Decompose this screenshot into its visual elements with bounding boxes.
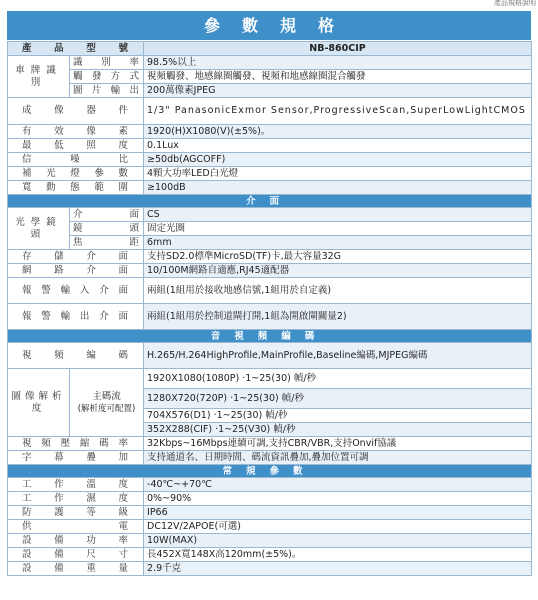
table-row	[8, 250, 532, 264]
resolution-value: 352X288(CIF) ·1~25(V30) 幀/秒	[144, 423, 532, 437]
spec-key: 最低照度	[8, 139, 144, 153]
table-row	[8, 506, 532, 520]
table-row	[8, 478, 532, 492]
resolution-value: 1920X1080(1080P) ·1~25(30) 幀/秒	[144, 369, 532, 389]
spec-key: 介面	[70, 208, 144, 222]
spec-value: 固定光圈	[144, 222, 532, 236]
spec-key: 焦距	[70, 236, 144, 250]
spec-key: 報警輸入介面	[8, 278, 144, 304]
spec-key: 工作濕度	[8, 492, 144, 506]
lens-group-label: 光學鏡頭	[8, 208, 70, 250]
spec-key: 防護等級	[8, 506, 144, 520]
spec-key: 設備尺寸	[8, 548, 144, 562]
spec-key: 成像器件	[8, 98, 144, 125]
table-row	[8, 437, 532, 451]
spec-value: 視頻觸發、地感線圈觸發、視頻和地感線圈混合觸發	[144, 70, 532, 84]
spec-value: -40℃~+70℃	[144, 478, 532, 492]
spec-key: 視頻編碼	[8, 343, 144, 369]
table-row	[8, 548, 532, 562]
table-row	[8, 520, 532, 534]
table-row	[8, 343, 532, 369]
spec-value: 0%~90%	[144, 492, 532, 506]
spec-key: 報警輸出介面	[8, 304, 144, 330]
spec-key: 視頻壓縮碼率	[8, 437, 144, 451]
spec-value: 32Kbps~16Mbps連續可調,支持CBR/VBR,支持Onvif協議	[144, 437, 532, 451]
spec-key: 工作溫度	[8, 478, 144, 492]
top-note: 產品規格說明	[494, 0, 536, 7]
table-row	[8, 98, 532, 125]
spec-value: 0.1Lux	[144, 139, 532, 153]
resolution-value: 1280X720(720P) ·1~25(30) 幀/秒	[144, 389, 532, 409]
spec-key: 圖片輸出	[70, 84, 144, 98]
table-row	[8, 56, 532, 70]
spec-value: ≥50db(AGCOFF)	[144, 153, 532, 167]
spec-value: 長452X寬148X高120mm(±5%)。	[144, 548, 532, 562]
table-row	[8, 264, 532, 278]
spec-key: 網路介面	[8, 264, 144, 278]
spec-value: 98.5%以上	[144, 56, 532, 70]
section-header-common	[8, 465, 532, 478]
spec-value: 4顆大功率LED白光燈	[144, 167, 532, 181]
spec-value: IP66	[144, 506, 532, 520]
table-row	[8, 451, 532, 465]
spec-value: 1/3" PanasonicExmor Sensor,ProgressiveScan,SuperLowLightCMOS	[144, 98, 532, 125]
spec-key: 供電	[8, 520, 144, 534]
table-row	[8, 167, 532, 181]
table-row	[8, 70, 532, 84]
spec-value: 2.9千克	[144, 562, 532, 576]
spec-value: 支持SD2.0標準MicroSD(TF)卡,最大容量32G	[144, 250, 532, 264]
spec-value: 支持通道名、日期時間、碼流資訊疊加,疊加位置可調	[144, 451, 532, 465]
spec-key: 字幕疊加	[8, 451, 144, 465]
table-row	[8, 222, 532, 236]
table-row	[8, 369, 532, 389]
spec-value: 兩組(1組用於控制道閘打開,1組為開啟閘關量2)	[144, 304, 532, 330]
spec-key: 補光燈參數	[8, 167, 144, 181]
table-row	[8, 84, 532, 98]
table-row	[8, 125, 532, 139]
table-row	[8, 181, 532, 195]
table-header-row	[8, 42, 532, 56]
spec-key: 識別率	[70, 56, 144, 70]
table-row	[8, 492, 532, 506]
spec-key: 鏡頭	[70, 222, 144, 236]
resolution-value: 704X576(D1) ·1~25(30) 幀/秒	[144, 409, 532, 423]
section-header-video	[8, 330, 532, 343]
spec-value: 兩組(1組用於接收地感信號,1組用於自定義)	[144, 278, 532, 304]
section-header-interface	[8, 195, 532, 208]
spec-value: CS	[144, 208, 532, 222]
table-row	[8, 304, 532, 330]
section-title: 常規參數	[8, 465, 532, 478]
page-title: 參數規格	[7, 11, 531, 40]
recognition-group-label: 車牌識別	[8, 56, 70, 98]
section-title: 介面	[8, 195, 532, 208]
table-row	[8, 208, 532, 222]
spec-key: 存儲介面	[8, 250, 144, 264]
spec-value: 10W(MAX)	[144, 534, 532, 548]
spec-key: 設備功率	[8, 534, 144, 548]
section-title: 音視頻編碼	[8, 330, 532, 343]
spec-value: DC12V/2APOE(可選)	[144, 520, 532, 534]
spec-table	[7, 41, 532, 576]
spec-value: H.265/H.264HighProfile,MainProfile,Baseline編碼,MJPEG編碼	[144, 343, 532, 369]
spec-key: 信噪比	[8, 153, 144, 167]
spec-key: 有效像素	[8, 125, 144, 139]
table-row	[8, 278, 532, 304]
resolution-group-label: 圖像解析度	[8, 369, 70, 437]
spec-key: 觸發方式	[70, 70, 144, 84]
spec-value: 10/100M網路自適應,RJ45適配器	[144, 264, 532, 278]
spec-value: ≥100dB	[144, 181, 532, 195]
table-row	[8, 534, 532, 548]
main-stream-title: 主碼流	[92, 390, 121, 402]
spec-value: 1920(H)X1080(V)(±5%)。	[144, 125, 532, 139]
model-label: 產品型號	[8, 42, 144, 56]
table-row	[8, 153, 532, 167]
model-value: NB-860CIP	[144, 42, 532, 56]
table-row	[8, 236, 532, 250]
table-row	[8, 139, 532, 153]
spec-key: 寬動態範圍	[8, 181, 144, 195]
spec-value: 200萬像素JPEG	[144, 84, 532, 98]
spec-key: 設備重量	[8, 562, 144, 576]
main-stream-label	[70, 369, 144, 437]
main-stream-subtitle: (解析度可配置)	[77, 403, 136, 414]
spec-value: 6mm	[144, 236, 532, 250]
table-row	[8, 562, 532, 576]
